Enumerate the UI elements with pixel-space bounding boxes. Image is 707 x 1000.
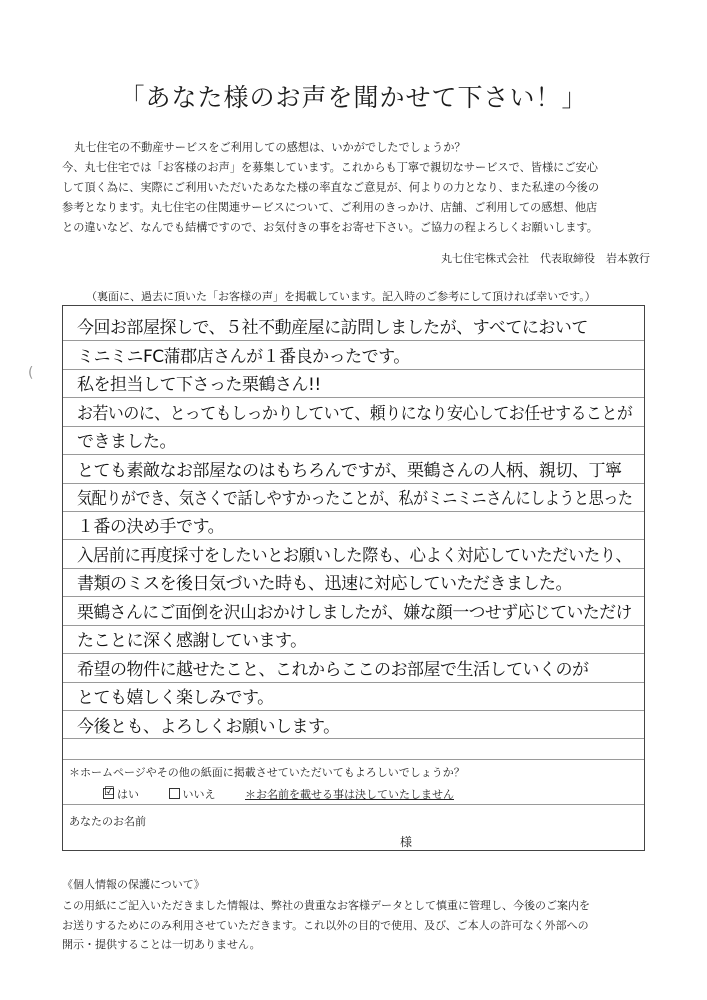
notice-text: （裏面に、過去に頂いた「お客様の声」を掲載しています。記入時のご参考にして頂ければ幸いです。）	[86, 290, 596, 303]
no-label: いいえ	[182, 788, 216, 801]
handwritten-line: とても素敵なお部屋なのはもちろんですが、栗鶴さんの人柄、親切、丁寧	[77, 461, 622, 481]
name-privacy-note: ＊お名前を載せる事は決していたしません	[245, 788, 454, 801]
check-icon: ☑	[104, 784, 115, 798]
handwritten-line: とても嬉しく楽しみです。	[77, 688, 274, 708]
page-title: 「あなた様のお声を聞かせて下さい！」	[119, 83, 588, 112]
ruled-line	[63, 738, 644, 739]
consent-yes-option[interactable]	[103, 786, 139, 802]
intro-line: 丸七住宅の不動産サービスをご利用しての感想は、いかがでしたでしょうか？	[74, 141, 466, 154]
handwritten-line: 書類のミスを後日気づいた時も、迅速に対応していただきました。	[77, 574, 572, 594]
handwritten-line: 気配りができ、気さくで話しやすかったことが、私がミニミニさんにしようと思った	[77, 489, 633, 509]
privacy-body	[62, 896, 662, 955]
handwritten-line: お若いのに、とってもしっかりしていて、頼りになり安心してお任せすることが	[77, 404, 633, 424]
ruled-line	[63, 397, 644, 398]
handwritten-line: 栗鶴さんにご面倒を沢山おかけしましたが、嫌な顔一つせず応じていただけ	[77, 603, 632, 623]
feedback-form	[62, 305, 645, 851]
handwritten-line: 今回お部屋探しで、５社不動産屋に訪問しましたが、すべてにおいて	[77, 318, 588, 338]
intro-line: 参考となります。丸七住宅の住関連サービスについて、ご利用のきっかけ、店舗、ご利用しての感想、他店	[62, 201, 598, 214]
name-honorific: 様	[400, 835, 413, 849]
margin-mark: (	[28, 365, 34, 381]
no-checkbox[interactable]	[169, 788, 180, 799]
intro-line: との違いなど、なんでも結構ですので、お気付きの事をお寄せ下さい。ご協力の程よろしくお願いします。	[62, 221, 598, 234]
intro-text	[62, 138, 662, 238]
handwritten-line: たことに深く感謝しています。	[77, 631, 307, 651]
handwritten-line: 私を担当して下さった栗鶴さん!!	[77, 375, 321, 395]
privacy-line: 開示・提供することは一切ありません。	[62, 938, 261, 951]
yes-label: はい	[117, 788, 139, 801]
consent-question: ＊ホームページやその他の紙面に掲載させていただいてもよろしいでしょうか？	[69, 766, 465, 779]
privacy-title: 《個人情報の保護について》	[62, 878, 205, 891]
divider	[63, 804, 644, 805]
ruled-line	[63, 596, 644, 597]
ruled-line	[63, 340, 644, 341]
handwritten-line: ミニミニFC蒲郡店さんが１番良かったです。	[77, 347, 410, 367]
privacy-line: この用紙にご記入いただきました情報は、弊社の貴重なお客様データとして慎重に管理し、今後のご案内を	[62, 899, 590, 912]
intro-line: 今、丸七住宅では「お客様のお声」を募集しています。これからも丁寧で親切なサービスで、皆様にご安心	[62, 161, 598, 174]
ruled-line	[63, 653, 644, 654]
handwritten-line: 今後とも、よろしくお願いします。	[77, 717, 340, 737]
privacy-line: お送りするためにのみ利用させていただきます。これ以外の目的で使用、及び、ご本人の許可なく外部への	[62, 918, 589, 932]
ruled-line	[63, 759, 644, 760]
consent-options	[103, 786, 480, 802]
handwritten-line: 希望の物件に越せたこと、これからここのお部屋で生活していくのが	[77, 660, 589, 680]
name-label: あなたのお名前	[69, 815, 146, 828]
handwritten-line: 入居前に再度採寸をしたいとお願いした際も、心よく対応していただいたり、	[77, 546, 632, 566]
handwritten-line: １番の決め手です。	[77, 517, 225, 537]
ruled-line	[63, 539, 644, 540]
intro-line: して頂く為に、実際にご利用いただいたあなた様の率直なご意見が、何よりの力となり、また私達の今後の	[62, 181, 600, 194]
ruled-line	[63, 710, 644, 711]
handwritten-line: できました。	[77, 432, 176, 452]
consent-no-option[interactable]	[169, 786, 216, 802]
company-signature: 丸七住宅株式会社 代表取締役 岩本敦行	[441, 252, 650, 265]
ruled-line	[63, 454, 644, 455]
yes-checkbox[interactable]	[103, 784, 115, 799]
